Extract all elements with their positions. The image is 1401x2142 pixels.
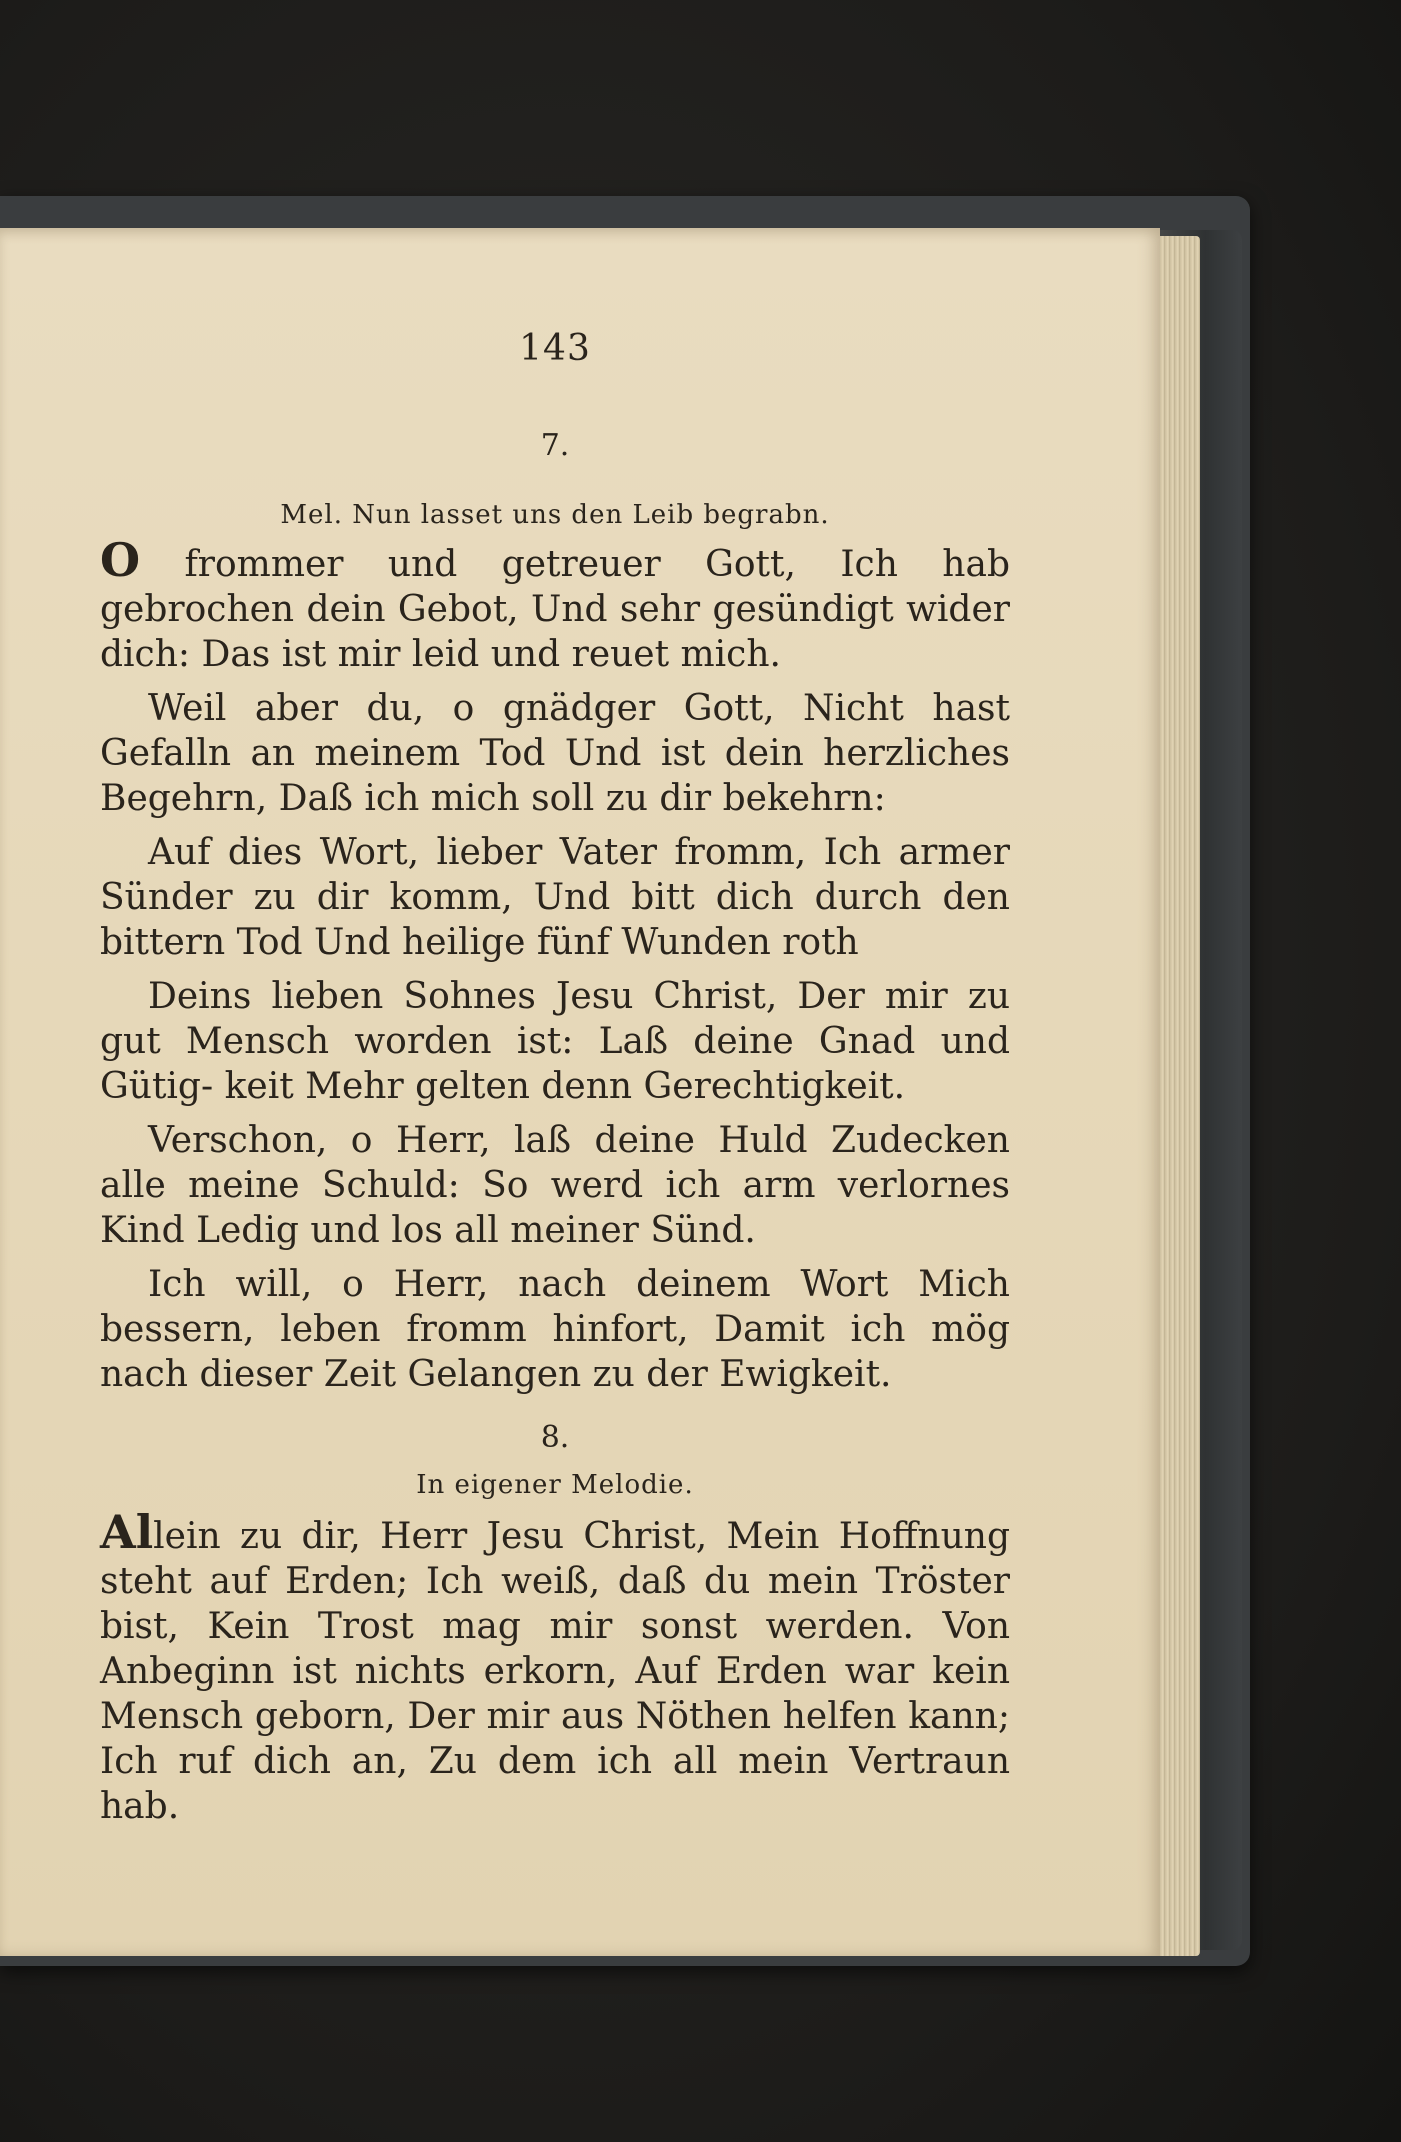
stanza: Weil aber du, o gnädger Gott, Nicht hast Gefalln an meinem Tod Und ist dein herzliches Begehrn, Daß ich mich soll zu dir bekehrn: — [100, 688, 1010, 819]
book-page — [0, 228, 1160, 1956]
drop-initial: O — [100, 533, 141, 587]
stanza: Ich will, o Herr, nach deinem Wort Mich bessern, leben fromm hinfort, Damit ich mög nach dieser Zeit Gelangen zu der Ewigkeit. — [100, 1264, 1010, 1395]
stanza: Deins lieben Sohnes Jesu Christ, Der mir zu gut Mensch worden ist: Laß deine Gnad und Gütig- keit Mehr gelten denn Gerechtigkeit. — [100, 976, 1010, 1107]
drop-initial: Al — [100, 1505, 154, 1559]
stanza-text: frommer und getreuer Gott, Ich hab gebrochen dein Gebot, Und sehr gesündigt wider dich: Das ist mir leid und reuet mich. — [100, 544, 1010, 675]
melody-line: In eigener Melodie. — [416, 1470, 694, 1500]
hymn-number: 8. — [540, 1420, 570, 1455]
page-number: 143 — [519, 328, 591, 369]
stanza — [100, 533, 1010, 677]
hymn-number: 7. — [540, 428, 570, 463]
stanza: Verschon, o Herr, laß deine Huld Zudecken alle meine Schuld: So werd ich arm verlornes Kind Ledig und los all meiner Sünd. — [100, 1120, 1010, 1251]
stanza: Auf dies Wort, lieber Vater fromm, Ich armer Sünder zu dir komm, Und bitt dich durch den bittern Tod Und heilige fünf Wunden roth — [100, 832, 1010, 963]
melody-line: Mel. Nun lasset uns den Leib begrabn. — [280, 500, 830, 530]
stanza-text: lein zu dir, Herr Jesu Christ, Mein Hoffnung steht auf Erden; Ich weiß, daß du mein Tröster bist, Kein Trost mag mir sonst werden. Von Anbeginn ist nichts erkorn, Auf Erden war kein Mensch geborn, Der mir aus Nöthen helfen kann; Ich ruf dich an, Zu dem ich all mein Vertraun hab. — [100, 1516, 1010, 1827]
stanza — [100, 1505, 1010, 1829]
